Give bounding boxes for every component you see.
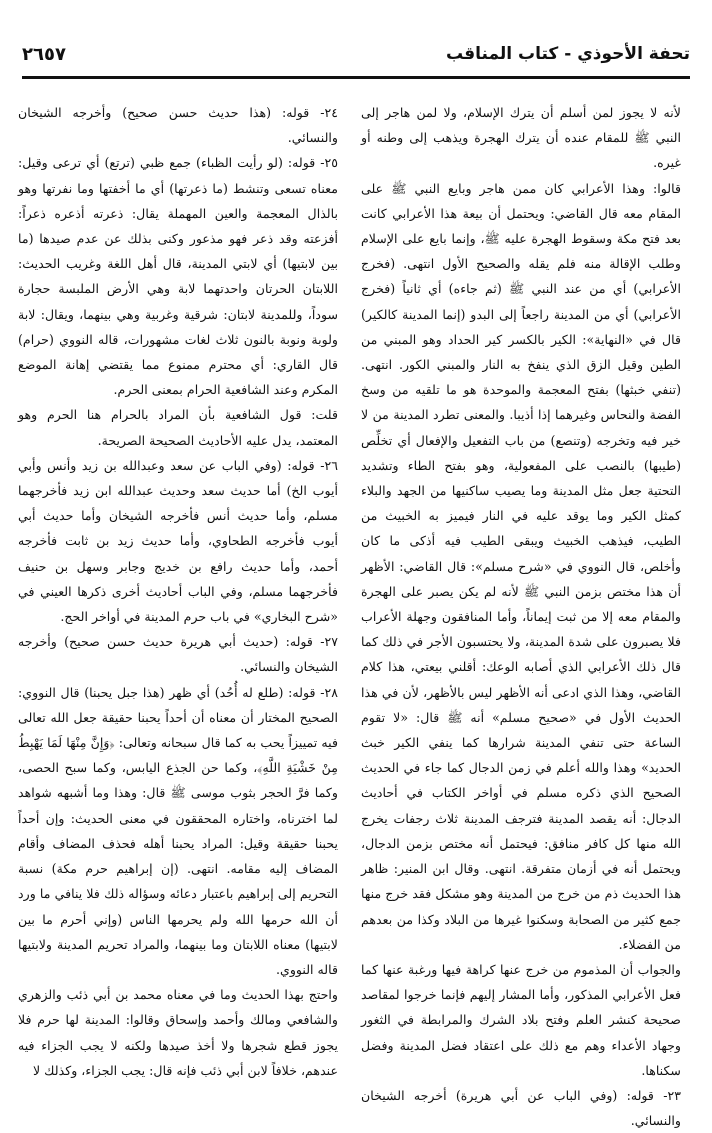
paragraph: قلت: قول الشافعية بأن المراد بالحرام هنا الحرم وهو المعتمد، يدل عليه الأحاديث الصحيحة الصريحة.: [18, 407, 338, 448]
paragraph: واحتج بهذا الحديث وما في معناه محمد بن أبي ذئب والزهري والشافعي ومالك وأحمد وإسحاق وقالوا: المدينة لها حرم فلا يجوز قطع شجرها ولا أخذ صيدها ولكنه لا يجب الجزاء فيه عندهم، خلافاً لابن أبي ذئب فإنه قال: يجب الجزاء، وكذلك لا: [18, 987, 338, 1078]
paragraph: قالوا: وهذا الأعرابي كان ممن هاجر وبايع النبي ﷺ على المقام معه قال القاضي: ويحتمل أن بيعة هذا الأعرابي كانت بعد فتح مكة وسقوط الهجرة عليه ﷺ، وإنما بايع على الإسلام وطلب الإقالة منه فلم يقله والصحيح الأول انتهى. (فخرج الأعرابي) أي من عند النبي ﷺ (ثم جاءه) أي ثانياً (فخرج الأعرابي) أي من المدينة راجعاً إلى البدو (إنما المدينة كالكير) قال في «النهاية»: الكير بالكسر كير الحداد وهو المبني من الطين وقيل الزق الذي ينفخ به النار والمبني الكور. انتهى. (تنفي خبثها) بفتح المعجمة والموحدة هو ما تلقيه من وسخ الفضة والنحاس وغيرهما إذا أذيبا. والمعنى تطرد المدينة من لا خير فيه وتخرجه (وتنصع) من باب التفعيل والإفعال أي تخلِّص (طيبها) بالنصب على المفعولية، وهو بفتح الطاء وتشديد التحتية جعل مثل المدينة وما يصيب ساكنيها من الجهد والبلاء كمثل الكير وما يوقد عليه في النار فيميز به الخبيث من الطيب، فيذهب الخبيث ويبقى الطيب فيه أذكى ما كان وأخلص، قال النووي في «شرح مسلم»: قال القاضي: الأظهر أن هذا مختص بزمن النبي ﷺ لأنه لم يكن يصبر على الهجرة والمقام معه إلا من ثبت إيماناً، وأما المنافقون وجهلة الأعراب فلا يصبرون على شدة المدينة، ولا يحتسبون الأجر في ذلك كما قال ذلك الأعرابي الذي أصابه الوعك: أقلني بيعتي، هذا كلام القاضي، وهذا الذي ادعى أنه الأظهر ليس بالأظهر، لأن في هذا الحديث الأول في «صحيح مسلم» أنه ﷺ قال: «لا تقوم الساعة حتى تنفي المدينة شرارها كما ينفي الكير خبث الحديد» وهذا والله أعلم في زمن الدجال كما جاء في الحديث الصحيح الذي ذكره مسلم في أواخر الكتاب في أحاديث الدجال: أنه يقصد المدينة فترجف المدينة ثلاث رجفات يخرج الله منها كل كافر منافق: فيحتمل أنه مختص بزمن الدجال، ويحتمل أنه في أزمان متفرقة. انتهى. وقال ابن المنير: ظاهر هذا الحديث ذم من خرج من المدينة وهو مشكل فقد خرج منها جمع كثير من الصحابة وسكنوا غيرها من البلاد وكذا من بعدهم من الفضلاء.: [361, 180, 681, 952]
left-text-column: [18, 100, 338, 1090]
right-text-column: [361, 100, 681, 1129]
header-rule: [22, 76, 690, 79]
paragraph: ٢٣- قوله: (وفي الباب عن أبي هريرة) أخرجه الشيخان والنسائي.: [361, 1087, 681, 1129]
paragraph: والجواب أن المذموم من خرج عنها كراهة فيها ورغبة عنها كما فعل الأعرابي المذكور، وأما المشار إليهم فإنما خرجوا لمقاصد صحيحة كنشر العلم وفتح بلاد الشرك والمرابطة في الثغور وجهاد الأعداء وهم مع ذلك على اعتقاد فضل المدينة وفضل سكناها.: [361, 961, 681, 1078]
paragraph: ٢٦- قوله: (وفي الباب عن سعد وعبدالله بن زيد وأنس وأبي أيوب الخ) أما حديث سعد وحديث عبدالله ابن زيد فأخرجهما مسلم، وأما حديث أنس فأخرجه الشيخان وأما حديث أبي أيوب فأخرجه الطحاوي، وأما حديث زيد بن ثابت فأخرجه أحمد، وأما حديث رافع بن خديج وجابر وسهل بن حنيف فأخرجهما مسلم، وفي الباب أحاديث أخرى ذكرها العيني في «شرح البخاري» في باب حرم المدينة في أواخر الحج.: [18, 457, 338, 625]
paragraph: ٢٥- قوله: (لو رأيت الظباء) جمع ظبي (ترتع) أي ترعى وقيل: معناه تسعى وتنشط (ما ذعرتها) أي ما أخفتها وما نفرتها وهو بالذال المعجمة والعين المهملة يقال: ذعرته أذعره ذعراً: أفزعته وقد ذعر فهو مذعور وكنى بذلك عن عدم صيدها (ما بين لابتيها) أي لابتي المدينة، قال أهل اللغة وغريب الحديث: اللابتان الحرتان واحدتهما لابة وهي الأرض الملبسة حجارة سوداً، وللمدينة لابتان: شرقية وغربية وهي بينهما، ويقال: لابة ولوبة ونوبة بالنون ثلاث لغات مشهورات، قاله النووي (حرام) قال القاري: أي محترم ممنوع مما يقتضي إهانة الموضع المكرم وعند الشافعية الحرام بمعنى الحرم.: [18, 155, 338, 398]
page-number: ٢٦٥٧: [22, 43, 66, 65]
paragraph: ٢٤- قوله: (هذا حديث حسن صحيح) وأخرجه الشيخان والنسائي.: [18, 105, 338, 146]
running-title: تحفة الأحوذي - كتاب المناقب: [446, 44, 690, 64]
paragraph: ٢٨- قوله: (طلع له أُحُد) أي ظهر (هذا جبل يحبنا) قال النووي: الصحيح المختار أن معناه أن أحداً يحبنا حقيقة جعل الله تعالى فيه تمييزاً يحب به كما قال سبحانه وتعالى: ﴿وَإِنَّ مِنْهَا لَمَا يَهْبِطُ مِنْ خَشْيَةِ اللَّهِ﴾، وكما حن الجذع اليابس، وكما سبح الحصى، وكما فرَّ الحجر بثوب موسى ﷺ قال: وهذا وما أشبهه شواهد لما اخترناه، واختاره المحققون في معنى الحديث: وإن أحداً يحبنا حقيقة وقيل: المراد يحبنا أهله فحذف المضاف وأقام المضاف إليه مقامه. انتهى. (إن إبراهيم حرم مكة) نسبة التحريم إلى إبراهيم باعتبار دعائه وسؤاله ذلك فلا ينافي ما ورد أن الله حرمها الله ولم يحرمها الناس (وإني أحرم ما بين لابتيها) معناه اللابتان وما بينهما، والمراد تحريم المدينة ولابتيها قاله النووي.: [18, 684, 338, 977]
paragraph: لأنه لا يجوز لمن أسلم أن يترك الإسلام، ولا لمن هاجر إلى النبي ﷺ للمقام عنده أن يترك الهجرة ويذهب إلى وطنه أو غيره.: [361, 105, 681, 171]
page-header: [22, 34, 690, 74]
paragraph: ٢٧- قوله: (حديث أبي هريرة حديث حسن صحيح) وأخرجه الشيخان والنسائي.: [18, 634, 338, 675]
